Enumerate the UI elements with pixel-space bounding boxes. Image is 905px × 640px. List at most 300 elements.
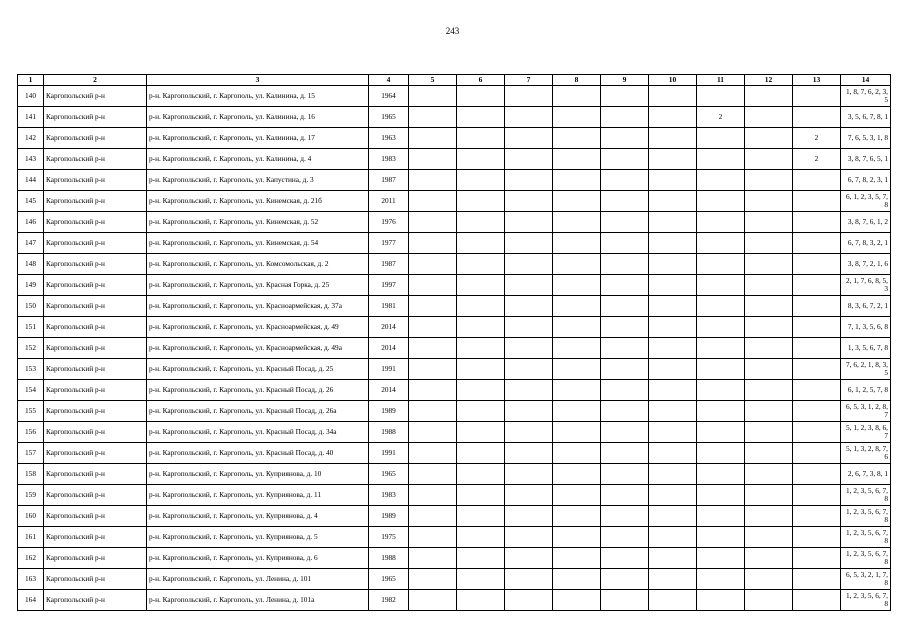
row-number-cell: 161 bbox=[18, 527, 44, 548]
col-12-cell bbox=[745, 86, 793, 107]
col-7-cell bbox=[505, 527, 553, 548]
col-13-cell bbox=[793, 443, 841, 464]
district-cell: Каргопольский р-н bbox=[44, 233, 147, 254]
col-5-cell bbox=[409, 590, 457, 611]
table-row bbox=[18, 296, 891, 317]
col-9-cell bbox=[601, 191, 649, 212]
district-cell: Каргопольский р-н bbox=[44, 569, 147, 590]
col-13-cell bbox=[793, 275, 841, 296]
col-9-cell bbox=[601, 212, 649, 233]
col-13-cell bbox=[793, 359, 841, 380]
col-5-cell bbox=[409, 212, 457, 233]
col-9-cell bbox=[601, 548, 649, 569]
district-cell: Каргопольский р-н bbox=[44, 590, 147, 611]
col-9-cell bbox=[601, 401, 649, 422]
col-12-cell bbox=[745, 548, 793, 569]
col-8-cell bbox=[553, 296, 601, 317]
table-row bbox=[18, 380, 891, 401]
address-cell: р-н. Каргопольский, г. Каргополь, ул. Красный Посад, д. 26а bbox=[147, 401, 369, 422]
col-12-cell bbox=[745, 506, 793, 527]
col-12-cell bbox=[745, 254, 793, 275]
year-cell: 1976 bbox=[369, 212, 409, 233]
col-11-cell bbox=[697, 380, 745, 401]
col-9-cell bbox=[601, 359, 649, 380]
col-6-cell bbox=[457, 401, 505, 422]
col-7-cell bbox=[505, 254, 553, 275]
year-cell: 1997 bbox=[369, 275, 409, 296]
col-11-cell bbox=[697, 548, 745, 569]
address-cell: р-н. Каргопольский, г. Каргополь, ул. Красный Посад, д. 40 bbox=[147, 443, 369, 464]
col-14-cell: 7, 1, 3, 5, 6, 8 bbox=[841, 317, 891, 338]
col-8-cell bbox=[553, 191, 601, 212]
col-12-cell bbox=[745, 590, 793, 611]
column-header: 2 bbox=[44, 75, 147, 86]
row-number-cell: 164 bbox=[18, 590, 44, 611]
col-10-cell bbox=[649, 443, 697, 464]
col-12-cell bbox=[745, 191, 793, 212]
header-row bbox=[18, 75, 891, 86]
col-10-cell bbox=[649, 548, 697, 569]
col-6-cell bbox=[457, 212, 505, 233]
col-7-cell bbox=[505, 317, 553, 338]
table-row bbox=[18, 212, 891, 233]
col-11-cell bbox=[697, 128, 745, 149]
col-6-cell bbox=[457, 254, 505, 275]
col-12-cell bbox=[745, 485, 793, 506]
district-cell: Каргопольский р-н bbox=[44, 86, 147, 107]
col-10-cell bbox=[649, 107, 697, 128]
year-cell: 1977 bbox=[369, 233, 409, 254]
col-13-cell bbox=[793, 590, 841, 611]
district-cell: Каргопольский р-н bbox=[44, 443, 147, 464]
col-11-cell bbox=[697, 233, 745, 254]
col-7-cell bbox=[505, 485, 553, 506]
year-cell: 1975 bbox=[369, 527, 409, 548]
column-header: 7 bbox=[505, 75, 553, 86]
col-6-cell bbox=[457, 569, 505, 590]
col-9-cell bbox=[601, 422, 649, 443]
address-cell: р-н. Каргопольский, г. Каргополь, ул. Кинемская, д. 52 bbox=[147, 212, 369, 233]
district-cell: Каргопольский р-н bbox=[44, 254, 147, 275]
table-row bbox=[18, 464, 891, 485]
row-number-cell: 157 bbox=[18, 443, 44, 464]
year-cell: 1991 bbox=[369, 443, 409, 464]
col-9-cell bbox=[601, 128, 649, 149]
col-10-cell bbox=[649, 296, 697, 317]
row-number-cell: 152 bbox=[18, 338, 44, 359]
col-7-cell bbox=[505, 464, 553, 485]
col-12-cell bbox=[745, 170, 793, 191]
table-row bbox=[18, 191, 891, 212]
col-11-cell bbox=[697, 527, 745, 548]
district-cell: Каргопольский р-н bbox=[44, 464, 147, 485]
col-5-cell bbox=[409, 548, 457, 569]
col-10-cell bbox=[649, 149, 697, 170]
col-11-cell: 2 bbox=[697, 107, 745, 128]
col-7-cell bbox=[505, 422, 553, 443]
col-8-cell bbox=[553, 464, 601, 485]
col-8-cell bbox=[553, 422, 601, 443]
address-cell: р-н. Каргопольский, г. Каргополь, ул. Кинемская, д. 21б bbox=[147, 191, 369, 212]
col-9-cell bbox=[601, 443, 649, 464]
col-6-cell bbox=[457, 527, 505, 548]
district-cell: Каргопольский р-н bbox=[44, 128, 147, 149]
col-7-cell bbox=[505, 296, 553, 317]
col-14-cell: 7, 6, 5, 3, 1, 8 bbox=[841, 128, 891, 149]
col-12-cell bbox=[745, 212, 793, 233]
col-10-cell bbox=[649, 233, 697, 254]
col-13-cell bbox=[793, 170, 841, 191]
address-cell: р-н. Каргопольский, г. Каргополь, ул. Красный Посад, д. 25 bbox=[147, 359, 369, 380]
col-6-cell bbox=[457, 548, 505, 569]
address-cell: р-н. Каргопольский, г. Каргополь, ул. Красноармейская, д. 37а bbox=[147, 296, 369, 317]
district-cell: Каргопольский р-н bbox=[44, 170, 147, 191]
col-12-cell bbox=[745, 443, 793, 464]
col-9-cell bbox=[601, 170, 649, 191]
table-body bbox=[18, 86, 891, 611]
col-10-cell bbox=[649, 422, 697, 443]
col-5-cell bbox=[409, 485, 457, 506]
address-cell: р-н. Каргопольский, г. Каргополь, ул. Красная Горка, д. 25 bbox=[147, 275, 369, 296]
col-5-cell bbox=[409, 401, 457, 422]
col-8-cell bbox=[553, 170, 601, 191]
column-header: 10 bbox=[649, 75, 697, 86]
col-11-cell bbox=[697, 275, 745, 296]
row-number-cell: 163 bbox=[18, 569, 44, 590]
row-number-cell: 140 bbox=[18, 86, 44, 107]
year-cell: 1989 bbox=[369, 506, 409, 527]
col-8-cell bbox=[553, 107, 601, 128]
col-7-cell bbox=[505, 359, 553, 380]
col-9-cell bbox=[601, 317, 649, 338]
col-6-cell bbox=[457, 443, 505, 464]
row-number-cell: 141 bbox=[18, 107, 44, 128]
col-14-cell: 6, 1, 2, 5, 7, 8 bbox=[841, 380, 891, 401]
col-12-cell bbox=[745, 380, 793, 401]
year-cell: 2014 bbox=[369, 317, 409, 338]
col-13-cell bbox=[793, 86, 841, 107]
col-10-cell bbox=[649, 86, 697, 107]
col-5-cell bbox=[409, 359, 457, 380]
col-14-cell: 1, 8, 7, 6, 2, 3, 5 bbox=[841, 86, 891, 107]
col-8-cell bbox=[553, 527, 601, 548]
row-number-cell: 146 bbox=[18, 212, 44, 233]
table-row bbox=[18, 86, 891, 107]
district-cell: Каргопольский р-н bbox=[44, 212, 147, 233]
row-number-cell: 147 bbox=[18, 233, 44, 254]
col-14-cell: 6, 1, 2, 3, 5, 7, 8 bbox=[841, 191, 891, 212]
col-8-cell bbox=[553, 548, 601, 569]
col-6-cell bbox=[457, 149, 505, 170]
col-11-cell bbox=[697, 485, 745, 506]
col-8-cell bbox=[553, 569, 601, 590]
table-row bbox=[18, 548, 891, 569]
col-5-cell bbox=[409, 254, 457, 275]
year-cell: 1965 bbox=[369, 464, 409, 485]
address-cell: р-н. Каргопольский, г. Каргополь, ул. Калинина, д. 17 bbox=[147, 128, 369, 149]
col-5-cell bbox=[409, 170, 457, 191]
col-9-cell bbox=[601, 338, 649, 359]
col-10-cell bbox=[649, 485, 697, 506]
district-cell: Каргопольский р-н bbox=[44, 380, 147, 401]
col-7-cell bbox=[505, 107, 553, 128]
district-cell: Каргопольский р-н bbox=[44, 107, 147, 128]
col-6-cell bbox=[457, 107, 505, 128]
col-11-cell bbox=[697, 212, 745, 233]
col-13-cell bbox=[793, 254, 841, 275]
col-12-cell bbox=[745, 569, 793, 590]
col-6-cell bbox=[457, 359, 505, 380]
table-row bbox=[18, 506, 891, 527]
col-11-cell bbox=[697, 443, 745, 464]
col-11-cell bbox=[697, 149, 745, 170]
col-14-cell: 1, 2, 3, 5, 6, 7, 8 bbox=[841, 527, 891, 548]
col-11-cell bbox=[697, 590, 745, 611]
table-row bbox=[18, 338, 891, 359]
col-14-cell: 6, 7, 8, 2, 3, 1 bbox=[841, 170, 891, 191]
col-6-cell bbox=[457, 338, 505, 359]
row-number-cell: 153 bbox=[18, 359, 44, 380]
address-cell: р-н. Каргопольский, г. Каргополь, ул. Калинина, д. 4 bbox=[147, 149, 369, 170]
row-number-cell: 156 bbox=[18, 422, 44, 443]
column-header: 14 bbox=[841, 75, 891, 86]
district-cell: Каргопольский р-н bbox=[44, 359, 147, 380]
district-cell: Каргопольский р-н bbox=[44, 149, 147, 170]
col-9-cell bbox=[601, 233, 649, 254]
col-5-cell bbox=[409, 506, 457, 527]
col-5-cell bbox=[409, 275, 457, 296]
col-11-cell bbox=[697, 254, 745, 275]
col-12-cell bbox=[745, 275, 793, 296]
row-number-cell: 144 bbox=[18, 170, 44, 191]
col-13-cell bbox=[793, 212, 841, 233]
table-row bbox=[18, 422, 891, 443]
address-cell: р-н. Каргопольский, г. Каргополь, ул. Кинемская, д. 54 bbox=[147, 233, 369, 254]
col-12-cell bbox=[745, 107, 793, 128]
address-cell: р-н. Каргопольский, г. Каргополь, ул. Калинина, д. 16 bbox=[147, 107, 369, 128]
col-9-cell bbox=[601, 254, 649, 275]
col-13-cell bbox=[793, 296, 841, 317]
col-8-cell bbox=[553, 506, 601, 527]
col-14-cell: 3, 8, 7, 6, 1, 2 bbox=[841, 212, 891, 233]
col-14-cell: 1, 2, 3, 5, 6, 7, 8 bbox=[841, 485, 891, 506]
col-7-cell bbox=[505, 86, 553, 107]
col-8-cell bbox=[553, 401, 601, 422]
col-5-cell bbox=[409, 233, 457, 254]
col-12-cell bbox=[745, 317, 793, 338]
column-header: 6 bbox=[457, 75, 505, 86]
col-9-cell bbox=[601, 275, 649, 296]
col-12-cell bbox=[745, 296, 793, 317]
address-cell: р-н. Каргопольский, г. Каргополь, ул. Куприянова, д. 11 bbox=[147, 485, 369, 506]
col-5-cell bbox=[409, 422, 457, 443]
col-8-cell bbox=[553, 128, 601, 149]
table-row bbox=[18, 128, 891, 149]
col-6-cell bbox=[457, 464, 505, 485]
col-11-cell bbox=[697, 338, 745, 359]
col-10-cell bbox=[649, 527, 697, 548]
col-14-cell: 3, 8, 7, 2, 1, 6 bbox=[841, 254, 891, 275]
col-12-cell bbox=[745, 359, 793, 380]
col-13-cell bbox=[793, 464, 841, 485]
col-7-cell bbox=[505, 233, 553, 254]
table-row bbox=[18, 443, 891, 464]
col-7-cell bbox=[505, 128, 553, 149]
col-12-cell bbox=[745, 149, 793, 170]
district-cell: Каргопольский р-н bbox=[44, 527, 147, 548]
table-row bbox=[18, 485, 891, 506]
address-cell: р-н. Каргопольский, г. Каргополь, ул. Ленина, д. 101 bbox=[147, 569, 369, 590]
col-11-cell bbox=[697, 86, 745, 107]
col-6-cell bbox=[457, 590, 505, 611]
district-cell: Каргопольский р-н bbox=[44, 506, 147, 527]
col-5-cell bbox=[409, 569, 457, 590]
col-7-cell bbox=[505, 170, 553, 191]
col-7-cell bbox=[505, 380, 553, 401]
col-8-cell bbox=[553, 590, 601, 611]
year-cell: 2011 bbox=[369, 191, 409, 212]
col-12-cell bbox=[745, 464, 793, 485]
col-5-cell bbox=[409, 317, 457, 338]
district-cell: Каргопольский р-н bbox=[44, 275, 147, 296]
district-cell: Каргопольский р-н bbox=[44, 296, 147, 317]
district-cell: Каргопольский р-н bbox=[44, 422, 147, 443]
col-8-cell bbox=[553, 485, 601, 506]
col-9-cell bbox=[601, 86, 649, 107]
row-number-cell: 151 bbox=[18, 317, 44, 338]
col-14-cell: 1, 2, 3, 5, 6, 7, 8 bbox=[841, 506, 891, 527]
year-cell: 1981 bbox=[369, 296, 409, 317]
col-6-cell bbox=[457, 506, 505, 527]
col-13-cell bbox=[793, 380, 841, 401]
col-12-cell bbox=[745, 527, 793, 548]
col-8-cell bbox=[553, 275, 601, 296]
col-9-cell bbox=[601, 590, 649, 611]
table-row bbox=[18, 590, 891, 611]
col-10-cell bbox=[649, 275, 697, 296]
page-number: 243 bbox=[445, 26, 460, 36]
table-row bbox=[18, 317, 891, 338]
col-13-cell bbox=[793, 401, 841, 422]
col-6-cell bbox=[457, 275, 505, 296]
col-6-cell bbox=[457, 170, 505, 191]
address-cell: р-н. Каргопольский, г. Каргополь, ул. Красноармейская, д. 49 bbox=[147, 317, 369, 338]
col-11-cell bbox=[697, 401, 745, 422]
col-12-cell bbox=[745, 128, 793, 149]
col-5-cell bbox=[409, 191, 457, 212]
col-7-cell bbox=[505, 548, 553, 569]
address-cell: р-н. Каргопольский, г. Каргополь, ул. Калинина, д. 15 bbox=[147, 86, 369, 107]
col-6-cell bbox=[457, 380, 505, 401]
column-header: 3 bbox=[147, 75, 369, 86]
col-12-cell bbox=[745, 422, 793, 443]
col-7-cell bbox=[505, 443, 553, 464]
col-14-cell: 6, 5, 3, 2, 1, 7, 8 bbox=[841, 569, 891, 590]
year-cell: 1988 bbox=[369, 422, 409, 443]
col-13-cell bbox=[793, 317, 841, 338]
year-cell: 1963 bbox=[369, 128, 409, 149]
col-8-cell bbox=[553, 149, 601, 170]
col-10-cell bbox=[649, 569, 697, 590]
table-row bbox=[18, 107, 891, 128]
table-row bbox=[18, 359, 891, 380]
col-11-cell bbox=[697, 317, 745, 338]
column-header: 11 bbox=[697, 75, 745, 86]
col-14-cell: 5, 1, 3, 2, 8, 7, 6 bbox=[841, 443, 891, 464]
col-14-cell: 1, 2, 3, 5, 6, 7, 8 bbox=[841, 590, 891, 611]
col-14-cell: 2, 1, 7, 6, 8, 5, 3 bbox=[841, 275, 891, 296]
col-7-cell bbox=[505, 149, 553, 170]
col-7-cell bbox=[505, 569, 553, 590]
year-cell: 1964 bbox=[369, 86, 409, 107]
year-cell: 1983 bbox=[369, 149, 409, 170]
col-6-cell bbox=[457, 128, 505, 149]
col-13-cell bbox=[793, 485, 841, 506]
col-10-cell bbox=[649, 401, 697, 422]
col-7-cell bbox=[505, 275, 553, 296]
year-cell: 2014 bbox=[369, 380, 409, 401]
col-13-cell bbox=[793, 569, 841, 590]
col-14-cell: 6, 7, 8, 3, 2, 1 bbox=[841, 233, 891, 254]
col-13-cell bbox=[793, 548, 841, 569]
col-5-cell bbox=[409, 149, 457, 170]
year-cell: 1991 bbox=[369, 359, 409, 380]
col-8-cell bbox=[553, 380, 601, 401]
row-number-cell: 148 bbox=[18, 254, 44, 275]
year-cell: 1988 bbox=[369, 548, 409, 569]
district-cell: Каргопольский р-н bbox=[44, 485, 147, 506]
table-row bbox=[18, 170, 891, 191]
col-8-cell bbox=[553, 443, 601, 464]
col-12-cell bbox=[745, 233, 793, 254]
col-10-cell bbox=[649, 170, 697, 191]
column-header: 5 bbox=[409, 75, 457, 86]
address-cell: р-н. Каргопольский, г. Каргополь, ул. Комсомольская, д. 2 bbox=[147, 254, 369, 275]
address-cell: р-н. Каргопольский, г. Каргополь, ул. Куприянова, д. 10 bbox=[147, 464, 369, 485]
year-cell: 1987 bbox=[369, 254, 409, 275]
col-9-cell bbox=[601, 485, 649, 506]
col-5-cell bbox=[409, 107, 457, 128]
row-number-cell: 150 bbox=[18, 296, 44, 317]
housing-register-table bbox=[17, 74, 891, 611]
col-10-cell bbox=[649, 359, 697, 380]
year-cell: 1983 bbox=[369, 485, 409, 506]
col-11-cell bbox=[697, 170, 745, 191]
col-11-cell bbox=[697, 191, 745, 212]
col-11-cell bbox=[697, 506, 745, 527]
col-9-cell bbox=[601, 506, 649, 527]
address-cell: р-н. Каргопольский, г. Каргополь, ул. Куприянова, д. 6 bbox=[147, 548, 369, 569]
col-11-cell bbox=[697, 569, 745, 590]
col-13-cell bbox=[793, 527, 841, 548]
district-cell: Каргопольский р-н bbox=[44, 401, 147, 422]
district-cell: Каргопольский р-н bbox=[44, 548, 147, 569]
row-number-cell: 154 bbox=[18, 380, 44, 401]
address-cell: р-н. Каргопольский, г. Каргополь, ул. Куприянова, д. 5 bbox=[147, 527, 369, 548]
col-9-cell bbox=[601, 380, 649, 401]
col-6-cell bbox=[457, 191, 505, 212]
col-5-cell bbox=[409, 296, 457, 317]
address-cell: р-н. Каргопольский, г. Каргополь, ул. Куприянова, д. 4 bbox=[147, 506, 369, 527]
year-cell: 1965 bbox=[369, 107, 409, 128]
row-number-cell: 162 bbox=[18, 548, 44, 569]
col-10-cell bbox=[649, 212, 697, 233]
table-row bbox=[18, 233, 891, 254]
col-10-cell bbox=[649, 128, 697, 149]
col-5-cell bbox=[409, 380, 457, 401]
district-cell: Каргопольский р-н bbox=[44, 191, 147, 212]
col-7-cell bbox=[505, 506, 553, 527]
